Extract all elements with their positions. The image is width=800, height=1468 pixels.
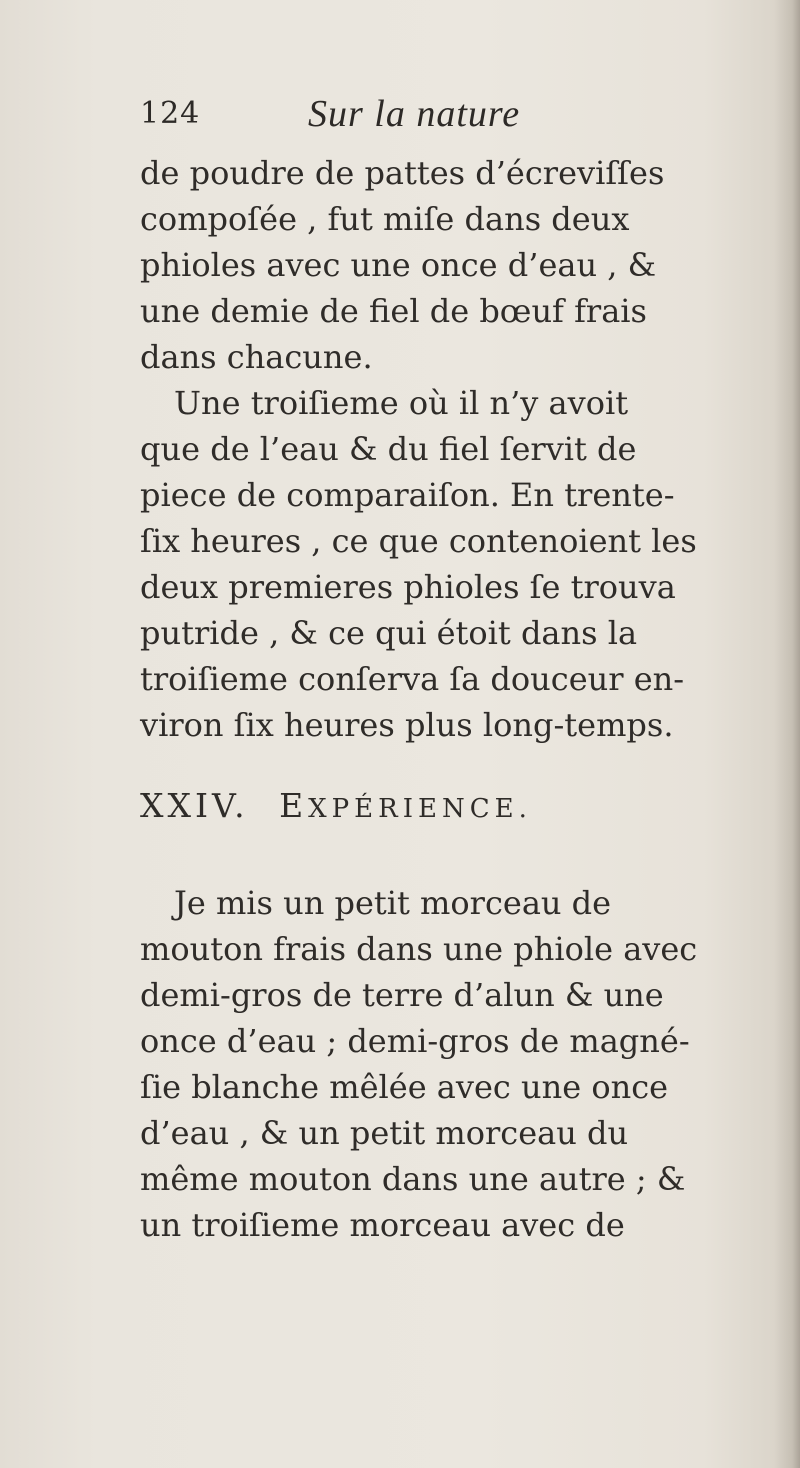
- text-line: phioles avec une once d’eau , &: [140, 246, 657, 284]
- text-line: demi-gros de terre d’alun & une: [140, 976, 664, 1014]
- text-line: que de l’eau & du fiel ſervit de: [140, 430, 637, 468]
- text-line: de poudre de pattes d’écreviſſes: [140, 154, 665, 192]
- text-line: ſie blanche mêlée avec une once: [140, 1068, 669, 1106]
- text-line: ſix heures , ce que contenoient les: [140, 522, 697, 560]
- text-line: troiſieme conſerva ſa douceur en-: [140, 660, 685, 698]
- section-heading: [140, 786, 780, 825]
- text-line: once d’eau ; demi-gros de magné-: [140, 1022, 690, 1060]
- text-line: d’eau , & un petit morceau du: [140, 1114, 629, 1152]
- text-line: viron ſix heures plus long-temps.: [140, 706, 674, 744]
- text-line: putride , & ce qui étoit dans la: [140, 614, 638, 652]
- text-line: Je mis un petit morceau de: [174, 884, 612, 922]
- page-number: 124: [140, 96, 201, 131]
- section-label: [279, 786, 532, 825]
- text-line: même mouton dans une autre ; &: [140, 1160, 686, 1198]
- text-line: dans chacune.: [140, 338, 373, 376]
- text-block-lower: [140, 880, 770, 1248]
- text-line: piece de comparaiſon. En trente-: [140, 476, 675, 514]
- text-line: mouton frais dans une phiole avec: [140, 930, 698, 968]
- page-header: [140, 93, 640, 156]
- text-block-upper: [140, 150, 770, 748]
- paragraph-2: [140, 380, 770, 748]
- section-number: XXIV.: [140, 786, 249, 825]
- text-line: une demie de fiel de bœuf frais: [140, 292, 647, 330]
- text-line: deux premieres phioles ſe trouva: [140, 568, 676, 606]
- running-title: Sur la nature: [308, 93, 521, 135]
- section-label-rest: XPÉRIENCE.: [308, 794, 532, 824]
- section-label-cap: E: [279, 786, 309, 825]
- text-line: Une troiſieme où il n’y avoit: [174, 384, 629, 422]
- text-line: un troiſieme morceau avec de: [140, 1206, 625, 1244]
- paragraph-1: [140, 150, 770, 380]
- text-line: compoſée , fut miſe dans deux: [140, 200, 630, 238]
- paragraph-3: [140, 880, 770, 1248]
- page-edge-shadow: [774, 0, 800, 1468]
